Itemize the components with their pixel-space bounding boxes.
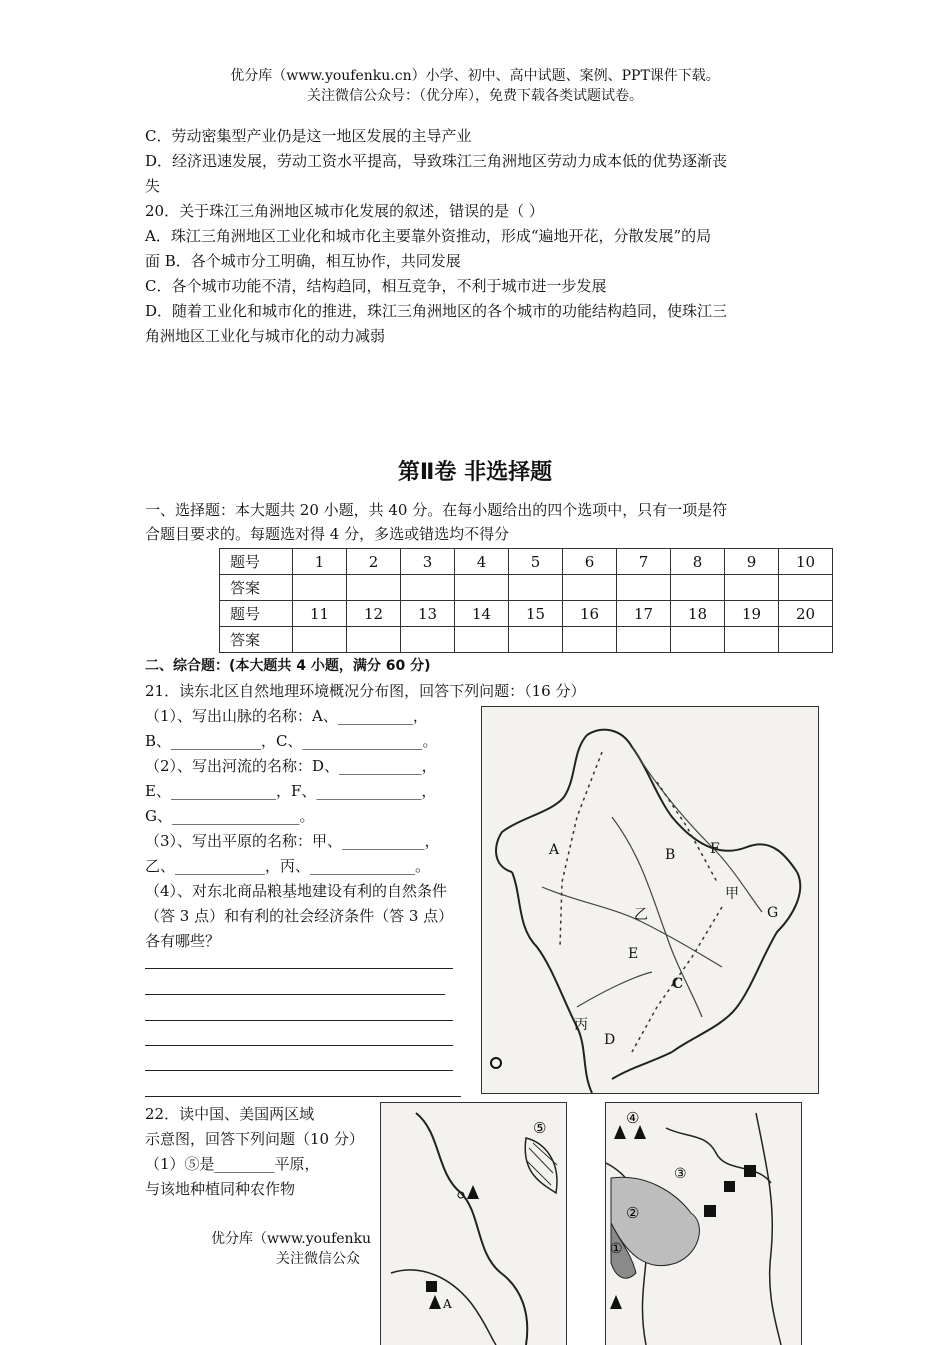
answer-cell[interactable] [671,575,725,601]
map-label-jia: 甲 [725,886,739,902]
mine-square-icon [744,1165,756,1177]
mountain-triangle-icon [610,1295,622,1309]
q21-part2: （2）、写出河流的名称：D、___________， [145,757,437,775]
answer-cell[interactable] [401,627,455,653]
mountain-triangle-icon [467,1185,479,1199]
answer-line[interactable] [145,1070,453,1071]
us-map-drawing [606,1103,801,1345]
map-label-a: A [549,842,560,858]
q19-option-d-cont: 失 [145,177,161,195]
q19-option-d: D．经济迅速发展，劳动工资水平提高，导致珠江三角洲地区劳动力成本低的优势逐渐丧 [145,152,728,170]
q21-part2-cont2: G、_________________。 [145,807,315,825]
q21-part2-cont: E、______________，F、______________， [145,782,437,800]
answer-cell[interactable] [725,575,779,601]
section-title: 第Ⅱ卷 非选择题 [397,460,553,485]
part1-instructions-cont: 合题目要求的。每题选对得 4 分，多选或错选均不得分 [145,525,510,543]
question-number: 8 [671,549,725,575]
table-row [220,601,833,627]
question-number: 14 [455,601,509,627]
answer-label: 答案 [220,627,293,653]
q21-part3: （3）、写出平原的名称：甲、___________， [145,832,440,850]
question-number: 16 [563,601,617,627]
mountain-triangle-icon [429,1295,441,1309]
site-footer-line2: 关注微信公众 [276,1251,360,1267]
question-number: 15 [509,601,563,627]
answer-cell[interactable] [563,627,617,653]
q20-option-a-b: 面 B．各个城市分工明确，相互协作，共同发展 [145,252,461,270]
q22-stem: 22．读中国、美国两区域 [145,1105,315,1123]
question-number: 17 [617,601,671,627]
china-map-drawing [381,1103,566,1345]
answer-cell[interactable] [455,575,509,601]
q20-stem: 20．关于珠江三角洲地区城市化发展的叙述，错误的是（ ） [145,202,544,220]
answer-cell[interactable] [617,575,671,601]
question-number: 11 [293,601,347,627]
map-label-a-small: A [443,1297,452,1311]
answer-line[interactable] [145,1020,453,1021]
northeast-china-map [481,706,819,1094]
q20-option-a: A．珠江三角洲地区工业化和城市化主要靠外资推动，形成“遍地开花，分散发展”的局 [145,227,712,245]
map-label-1: ① [610,1241,623,1257]
q20-option-d-cont: 角洲地区工业化与城市化的动力减弱 [145,327,386,345]
q21-part3-cont: 乙、____________，丙、______________。 [145,857,431,875]
q20-option-c: C．各个城市功能不清，结构趋同，相互竞争，不利于城市进一步发展 [145,277,607,295]
question-number-label: 题号 [220,549,293,575]
question-number: 4 [455,549,509,575]
map-label-c: C [672,976,684,992]
part1-instructions: 一、选择题：本大题共 20 小题，共 40 分。在每小题给出的四个选项中，只有一项是符 [145,501,728,519]
question-number: 13 [401,601,455,627]
site-header-line1: 优分库（www.youfenku.cn）小学、初中、高中试题、案例、PPT课件下载。 [230,68,720,84]
q21-part4-cont: （答 3 点）和有利的社会经济条件（答 3 点） [145,907,454,925]
site-footer-line1: 优分库（www.youfenku [211,1231,372,1247]
question-number: 6 [563,549,617,575]
map-label-g: G [767,905,779,921]
question-number: 5 [509,549,563,575]
question-number: 7 [617,549,671,575]
us-region-map [605,1102,802,1345]
map-label-4: ④ [626,1109,640,1127]
answer-cell[interactable] [563,575,617,601]
map-label-3: ③ [674,1166,687,1182]
question-number: 3 [401,549,455,575]
question-number-label: 题号 [220,601,293,627]
q21-part1: （1）、写出山脉的名称：A、__________， [145,707,428,725]
q21-stem: 21．读东北区自然地理环境概况分布图，回答下列问题：（16 分） [145,682,586,700]
table-row [220,627,833,653]
q20-option-d: D．随着工业化和城市化的推进，珠江三角洲地区的各个城市的功能结构趋同，使珠江三 [145,302,728,320]
question-number: 2 [347,549,401,575]
answer-line[interactable] [145,968,453,969]
part2-title: 二、综合题：(本大题共 4 小题，满分 60 分) [145,658,431,674]
answer-cell[interactable] [455,627,509,653]
answer-cell[interactable] [509,627,563,653]
answer-line[interactable] [145,1096,461,1097]
map-label-e: E [628,946,639,962]
q22-part1-cont: 与该地种植同种农作物 [145,1180,296,1198]
map-label-yi: 乙 [634,907,648,923]
question-number: 19 [725,601,779,627]
question-number: 1 [293,549,347,575]
table-row [220,575,833,601]
table-row [220,549,833,575]
question-number: 20 [779,601,833,627]
answer-cell[interactable] [617,627,671,653]
answer-cell[interactable] [347,575,401,601]
q21-part4-cont2: 各有哪些？ [145,932,221,950]
question-number: 10 [779,549,833,575]
map-label-b: B [665,847,676,863]
answer-cell[interactable] [293,627,347,653]
q21-part4: （4）、对东北商品粮基地建设有利的自然条件 [145,882,448,900]
q22-stem-cont: 示意图，回答下列问题（10 分） [145,1130,364,1148]
map-label-5: ⑤ [533,1119,547,1137]
site-header-line2: 关注微信公众号：（优分库），免费下载各类试题试卷。 [307,88,643,104]
question-number: 9 [725,549,779,575]
q22-part1: （1）⑤是________平原， [145,1155,320,1173]
china-region-map [380,1102,567,1345]
mountain-triangle-icon [634,1125,646,1139]
mine-square-icon [704,1205,716,1217]
q21-part1-cont: B、____________，C、________________。 [145,732,438,750]
answer-cell[interactable] [779,627,833,653]
answer-cell[interactable] [401,575,455,601]
answer-cell[interactable] [725,627,779,653]
question-number: 18 [671,601,725,627]
answer-cell[interactable] [779,575,833,601]
map-label-2: ② [626,1204,640,1222]
map-label-bing: 丙 [574,1017,588,1033]
answer-table [219,548,833,653]
mine-square-icon [724,1181,735,1192]
mine-square-icon [426,1281,437,1292]
answer-line[interactable] [145,1045,453,1046]
city-marker-icon [491,1058,501,1068]
answer-cell[interactable] [509,575,563,601]
answer-line[interactable] [145,994,445,995]
answer-cell[interactable] [347,627,401,653]
answer-label: 答案 [220,575,293,601]
answer-cell[interactable] [293,575,347,601]
mountain-triangle-icon [614,1125,626,1139]
question-number: 12 [347,601,401,627]
map-label-f: F [710,841,720,857]
northeast-map-drawing [482,707,818,1093]
q19-option-c: C．劳动密集型产业仍是这一地区发展的主导产业 [145,127,472,145]
map-label-d: D [604,1032,616,1048]
answer-cell[interactable] [671,627,725,653]
